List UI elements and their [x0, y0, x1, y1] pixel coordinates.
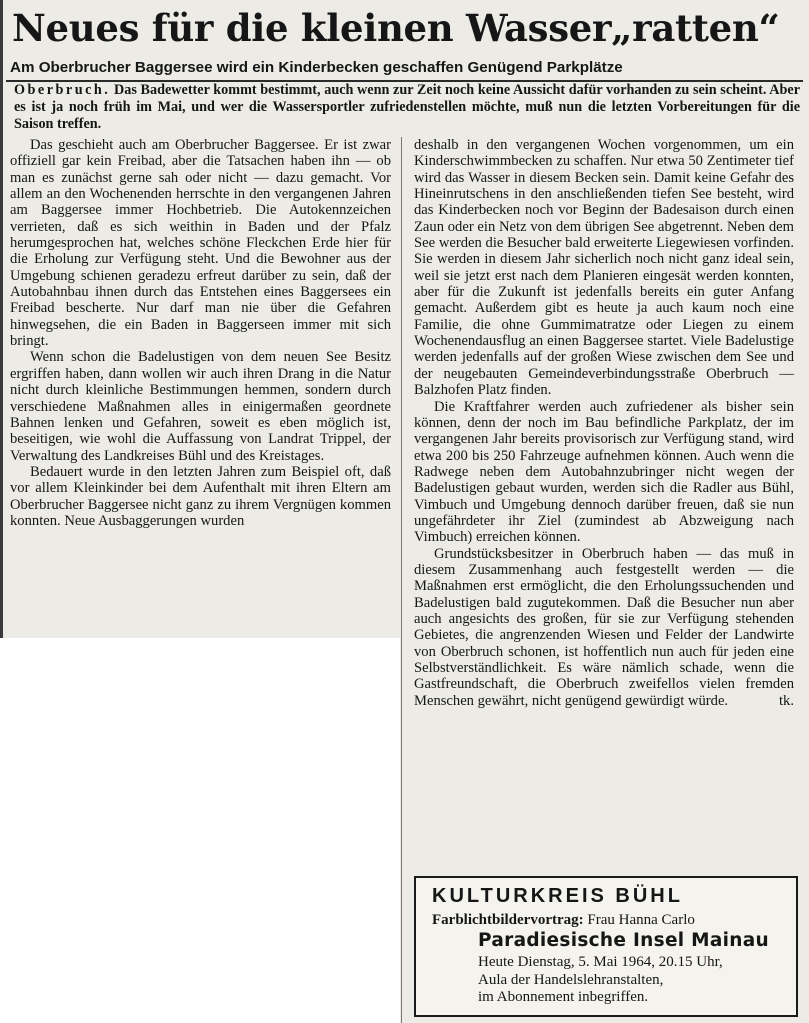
article-column-right — [414, 137, 794, 709]
paragraph: Das geschieht auch am Oberbrucher Baggersee. Er ist zwar offiziell gar kein Freibad, aber die Tatsachen haben ihn — ob man es zunächst gerne sah oder nicht — dazu gemacht. Vor allem an den Wochenenden herrschte in den vergangenen Jahren am Baggersee immer Hochbetrieb. Die Autokennzeichen verrieten, daß es sich weithin in Baden und der Pfalz herumgesprochen hat, welches schöne Fleckchen Erde hier für die Erholung zur Verfügung steht. Und die Bewohner aus der Umgebung schienen geradezu erfreut darüber zu sein, daß der Autobahnbau ihnen durch das Entstehen eines Baggersees ein Freibad bescherte. Nur darf man nie über die Gefahren hinwegsehen, die ein Baden in Baggerseen immer mit sich bringt. — [10, 137, 391, 350]
subheadline: Am Oberbrucher Baggersee wird ein Kinderbecken geschaffen Genügend Parkplätze — [10, 59, 623, 76]
ad-title: KULTURKREIS BÜHL — [432, 885, 683, 907]
author-signature: tk. — [779, 692, 794, 709]
column-divider — [401, 137, 402, 1023]
ad-lecture-label: Farblichtbildervortrag: — [432, 912, 584, 928]
paragraph-text: Grundstücksbesitzer in Oberbruch haben — das muß in diesem Zusammenhang auch festgestellt werden — die Maßnahmen erst ermöglicht, die den Erholungssuchenden und Badelustigen bald zugutekommen. Daß die Besucher nun aber auch angesichts des großen, für sie zur Verfügung stehenden Gebietes, die angrenzenden Wiesen und Felder der Landwirte von Oberbruch schonen, ist hoffentlich nun auch für jeden eine Selbstverständlichkeit. Es wäre nämlich schade, wenn die Gastfreundschaft, die Oberbruch zweifellos vielen fremden Menschen gewährt, nicht genügend gewürdigt würde. — [414, 545, 794, 709]
dateline: Oberbruch. — [14, 82, 111, 98]
ad-lecture-line — [432, 912, 695, 929]
paragraph: Die Kraftfahrer werden auch zufriedener als bisher sein können, denn der noch im Bau befindliche Parkplatz, der im vergangenen Jahr bereits provisorisch zur Verfügung stand, wird etwa 200 bis 250 Fahrzeuge aufnehmen können. Auch wenn die Radwege neben dem Autobahnzubringer nicht wegen der Badelustigen gebaut wurden, werden sich die Radler aus Bühl, Vimbuch und Umgebung dennoch darüber freuen, daß sie nun ungefährdeter ihr Ziel (zumindest ab Abzweigung nach Vimbuch) erreichen können. — [414, 398, 794, 546]
ad-speaker: Frau Hanna Carlo — [587, 912, 695, 928]
clipping-edge — [0, 0, 3, 638]
advertisement-box — [414, 876, 798, 1017]
ad-info-line: Heute Dienstag, 5. Mai 1964, 20.15 Uhr, — [478, 954, 723, 970]
article-column-left — [10, 137, 391, 529]
lead-paragraph — [14, 82, 800, 133]
paragraph — [414, 546, 794, 709]
paragraph: deshalb in den vergangenen Wochen vorgenommen, um ein Kinderschwimmbecken zu schaffen. Nur etwa 50 Zentimeter tief wird das Wasser in diesem Becken sein. Damit keine Gefahr des Hineinrutschens in den anschließenden tiefen See besteht, wird das Kinderbecken noch vor Beginn der Badesaison durch einen Zaun oder ein Netz von dem übrigen See abgetrennt. Neben dem See werden die Besucher bald erweiterte Liegewiesen vorfinden. Sie werden in diesem Jahr sicherlich noch nicht ganz ideal sein, weil sie jetzt erst nach dem Planieren eingesät werden konnten, aber für die Zukunft ist jedenfalls bereits ein guter Anfang gemacht. Außerdem gibt es heute ja auch kaum noch eine Familie, die ohne Gummimatratze oder Liegen zu einem Wochenendausflug an einen Baggersee startet. Viele Badelustige werden jedenfalls auf der großen Wiese zwischen dem See und der neugebauten Gemeindeverbindungsstraße Oberbruch — Balzhofen Platz finden. — [414, 137, 794, 399]
ad-event-title: Paradiesische Insel Mainau — [478, 930, 770, 951]
lead-text: Das Badewetter kommt bestimmt, auch wenn zur Zeit noch keine Aussicht dafür vorhanden zu sein scheint. Aber es ist ja noch früh im Mai, und wer die Wassersportler zufriedenstellen möchte, muß nun die letzten Vorbereitungen für die Saison treffen. — [14, 82, 801, 132]
ad-info — [478, 954, 723, 1007]
paragraph: Bedauert wurde in den letzten Jahren zum Beispiel oft, daß vor allem Kleinkinder bei dem Aufenthalt mit ihren Eltern am Oberbrucher Baggersee nicht ganz zu ihrem Vergnügen kommen konnten. Neue Ausbaggerungen wurden — [10, 463, 391, 529]
blank-area — [0, 638, 400, 1023]
ad-info-line: Aula der Handelslehranstalten, — [478, 971, 664, 988]
ad-info-line: im Abonnement inbegriffen. — [478, 989, 649, 1005]
headline: Neues für die kleinen Wasser„ratten“ — [12, 6, 780, 50]
paragraph: Wenn schon die Badelustigen von dem neuen See Besitz ergriffen haben, dann wollen wir auch ihren Drang in die Natur nicht durch kleinliche Bestimmungen hemmen, sondern durch verschiedene Maßnahmen alles in einigermaßen geordnete Bahnen lenken und Gefahren, soweit es eben möglich ist, beseitigen, wie wohl die Auffassung von Landrat Trippel, der Verwaltung des Landkreises Bühl und des Kreistages. — [10, 349, 391, 464]
